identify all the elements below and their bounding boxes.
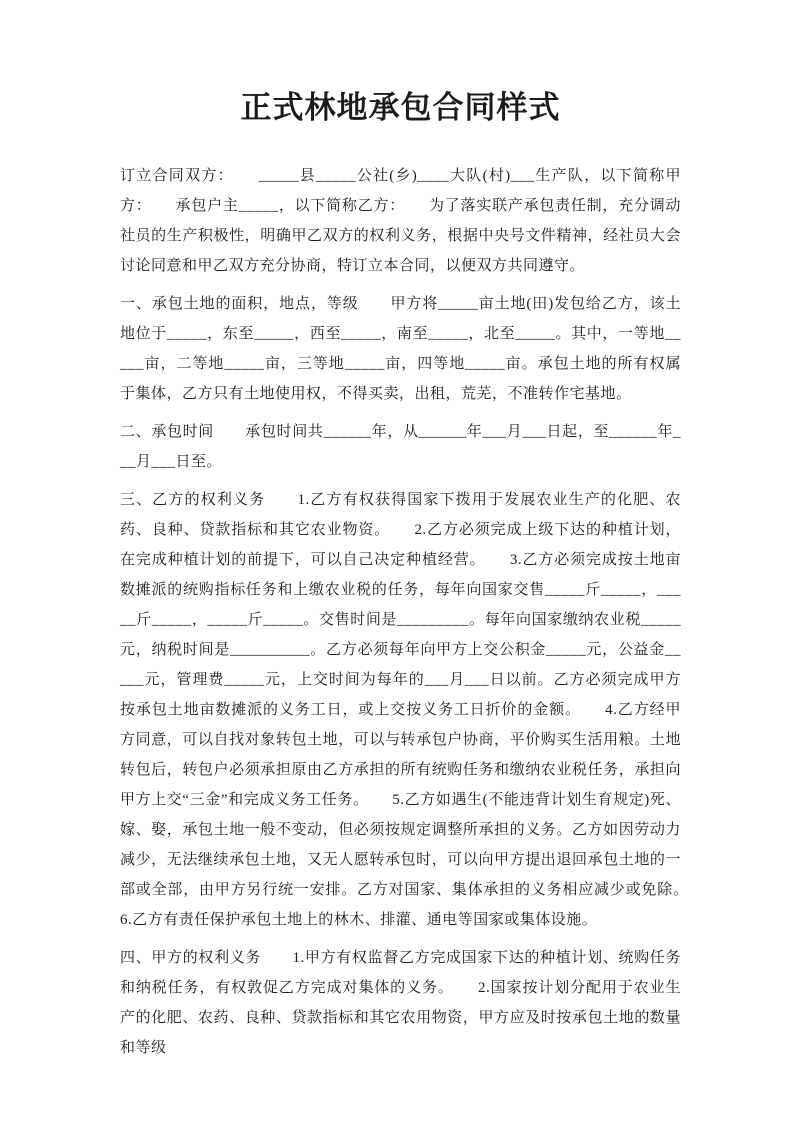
document-title: 正式林地承包合同样式 — [240, 90, 561, 125]
paragraph-clause-2-duration: 二、承包时间 承包时间共______年，从______年___月___日起，至______年___月___日至。 — [120, 424, 681, 470]
paragraph-clause-1-land: 一、承包土地的面积，地点，等级 甲方将_____亩土地(田)发包给乙方，该土地位于_____，东至_____，西至_____，南至_____，北至_____。其中，一等地_____亩，二等地_____亩，三等地_____亩，四等地_____亩。承包土地的所有权属于集体，乙方只有土地使用权，不得买卖，出租，荒芜，不准转作宅基地。 — [120, 296, 681, 402]
paragraph-preamble: 订立合同双方： _____县_____公社(乡)____大队(村)___生产队，以下简称甲方： 承包户主_____，以下简称乙方： 为了落实联产承包责任制，充分调动社员的生产积极性，明确甲乙双方的权利义务，根据中央号文件精神，经社员大会讨论同意和甲乙双方充分协商，特订立本合同，以便双方共同遵守。 — [120, 168, 681, 274]
paragraph-clause-4-party-a: 四、甲方的权利义务 1.甲方有权监督乙方完成国家下达的种植计划、统购任务和纳税任务，有权敦促乙方完成对集体的义务。 2.国家按计划分配用于农业生产的化肥、农药、良种、贷款指标和其它农用物资，甲方应及时按承包土地的数量和等级 — [120, 950, 681, 1056]
paragraph-clause-3-party-b: 三、乙方的权利义务 1.乙方有权获得国家下拨用于发展农业生产的化肥、农药、良种、贷款指标和其它农业物资。 2.乙方必须完成上级下达的种植计划，在完成种植计划的前提下，可以自己决定种植经营。 3.乙方必须完成按土地亩数摊派的统购指标任务和上缴农业税的任务，每年向国家交售_____斤_____，_____斤_____，_____斤_____。交售时间是_________。每年向国家缴纳农业税_____元，纳税时间是__________。乙方必须每年向甲方上交公积金_____元，公益金_____元，管理费_____元，上交时间为每年的___月___日以前。乙方必须完成甲方按承包土地亩数摊派的义务工日，或上交按义务工日折价的金额。 4.乙方经甲方同意，可以自找对象转包土地，可以与转承包户协商，平价购买生活用粮。土地转包后，转包户必须承担原由乙方承担的所有统购任务和缴纳农业税任务，承担向甲方上交“三金”和完成义务工任务。 5.乙方如遇生(不能违背计划生育规定)死、嫁、娶，承包土地一般不变动，但必须按规定调整所承担的义务。乙方如因劳动力减少，无法继续承包土地，又无人愿转承包时，可以向甲方提出退回承包土地的一部或全部，由甲方另行统一安排。乙方对国家、集体承担的义务相应减少或免除。 6.乙方有责任保护承包土地上的林木、排灌、通电等国家或集体设施。 — [120, 492, 713, 928]
